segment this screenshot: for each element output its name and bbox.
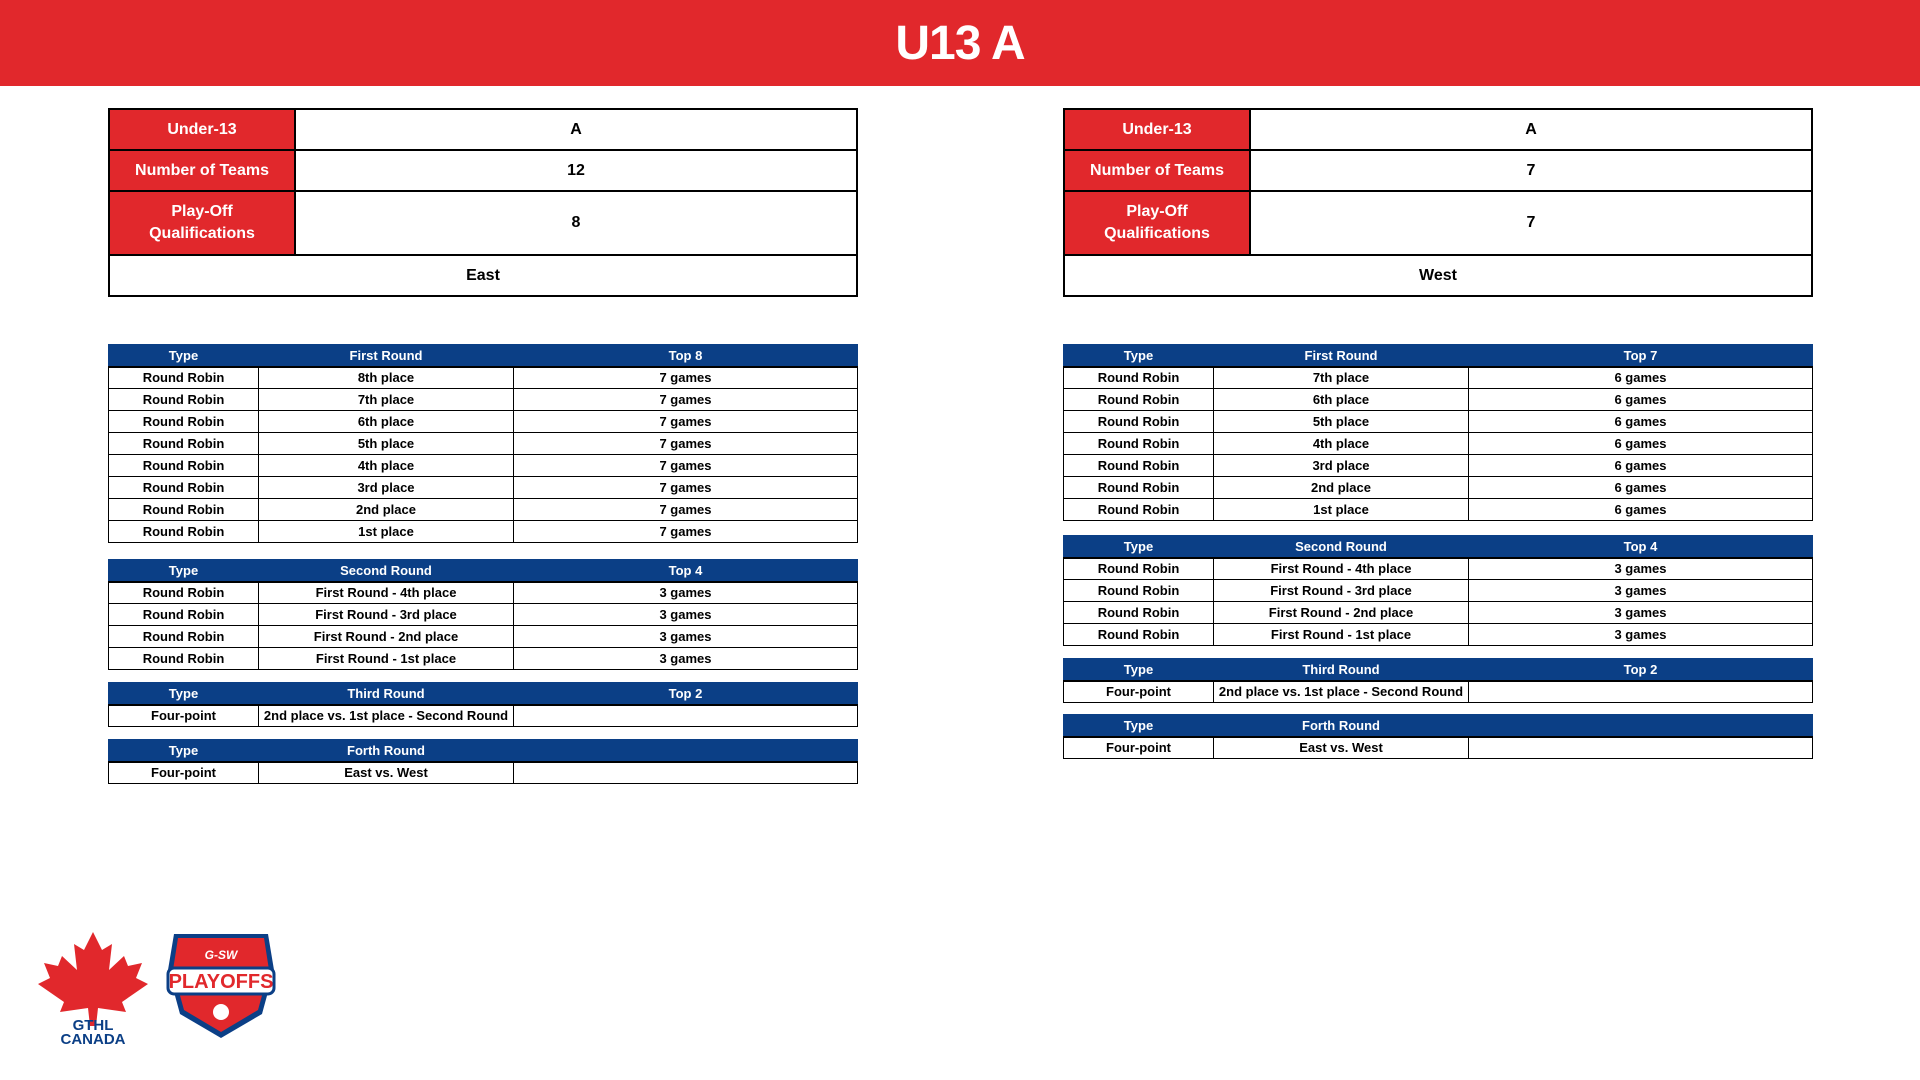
table-header-row	[1064, 536, 1813, 558]
table-cell: East vs. West	[259, 762, 514, 784]
table-cell: 3 games	[1469, 602, 1813, 624]
division-label: Under-13	[1064, 109, 1250, 150]
table-header-row	[1064, 659, 1813, 681]
table-cell: 6th place	[1214, 389, 1469, 411]
table-cell: 2nd place	[259, 499, 514, 521]
west-panel	[1063, 108, 1813, 297]
column-header: Third Round	[1214, 659, 1469, 681]
table-row	[109, 477, 858, 499]
column-header: Second Round	[1214, 536, 1469, 558]
playoff-label-line1: Play-Off	[171, 203, 233, 220]
table-row	[1064, 455, 1813, 477]
table-row	[109, 626, 858, 648]
table-cell: 7 games	[514, 389, 858, 411]
schedule-table-block	[108, 559, 858, 670]
schedule-table-block	[108, 344, 858, 543]
page-banner	[0, 0, 1920, 86]
playoff-label	[109, 191, 295, 255]
column-header: First Round	[1214, 345, 1469, 367]
logo-area	[36, 930, 306, 1050]
conference-label: West	[1064, 255, 1812, 296]
table-cell: 4th place	[259, 455, 514, 477]
table-cell: 3rd place	[259, 477, 514, 499]
table-cell	[1469, 681, 1813, 703]
table-cell: Round Robin	[1064, 455, 1214, 477]
table-cell: First Round - 4th place	[1214, 558, 1469, 580]
table-cell: 6 games	[1469, 477, 1813, 499]
table-cell: First Round - 1st place	[1214, 624, 1469, 646]
table-header-row	[109, 345, 858, 367]
table-cell: Round Robin	[109, 389, 259, 411]
table-row	[109, 411, 858, 433]
table-cell: First Round - 1st place	[259, 648, 514, 670]
table-cell: 6 games	[1469, 389, 1813, 411]
table-cell: Round Robin	[1064, 433, 1214, 455]
table-cell: 2nd place vs. 1st place - Second Round	[1214, 681, 1469, 703]
teams-label: Number of Teams	[109, 150, 295, 191]
table-row	[109, 433, 858, 455]
playoffs-logo-small-text: G-SW	[204, 948, 238, 962]
table-cell: 3 games	[1469, 624, 1813, 646]
table-row	[109, 455, 858, 477]
schedule-table	[108, 739, 858, 784]
table-cell	[514, 762, 858, 784]
table-cell	[514, 705, 858, 727]
table-cell: 7th place	[1214, 367, 1469, 389]
table-cell: Round Robin	[109, 499, 259, 521]
teams-value: 7	[1250, 150, 1812, 191]
table-cell: Round Robin	[1064, 602, 1214, 624]
playoffs-shield-icon	[168, 934, 274, 1038]
table-cell: Four-point	[1064, 681, 1214, 703]
east-info-table	[108, 108, 858, 297]
division-value: A	[1250, 109, 1812, 150]
table-header-row	[1064, 715, 1813, 737]
table-cell: 3 games	[514, 648, 858, 670]
playoff-label-line2: Qualifications	[149, 225, 255, 242]
table-cell: 6th place	[259, 411, 514, 433]
table-row	[109, 604, 858, 626]
table-cell: First Round - 4th place	[259, 582, 514, 604]
schedule-table	[108, 559, 858, 670]
table-cell: 1st place	[1214, 499, 1469, 521]
table-cell: 6 games	[1469, 411, 1813, 433]
table-cell: First Round - 3rd place	[259, 604, 514, 626]
table-cell: 6 games	[1469, 499, 1813, 521]
table-cell: 2nd place	[1214, 477, 1469, 499]
column-header: Third Round	[259, 683, 514, 705]
table-cell: 1st place	[259, 521, 514, 543]
column-header: Type	[109, 740, 259, 762]
table-row	[1064, 367, 1813, 389]
column-header: Second Round	[259, 560, 514, 582]
table-cell: Round Robin	[1064, 389, 1214, 411]
table-cell: 3 games	[514, 626, 858, 648]
playoff-label-line2: Qualifications	[1104, 225, 1210, 242]
table-cell: Round Robin	[1064, 411, 1214, 433]
table-row	[1064, 681, 1813, 703]
table-cell	[1469, 737, 1813, 759]
west-info-table	[1063, 108, 1813, 297]
table-cell: Round Robin	[109, 521, 259, 543]
table-cell: 7 games	[514, 455, 858, 477]
column-header: Forth Round	[259, 740, 514, 762]
schedule-table	[1063, 344, 1813, 521]
column-header: Top 7	[1469, 345, 1813, 367]
table-cell: Round Robin	[109, 477, 259, 499]
playoff-label	[1064, 191, 1250, 255]
table-cell: Round Robin	[109, 433, 259, 455]
table-cell: Round Robin	[109, 626, 259, 648]
table-cell: Round Robin	[109, 367, 259, 389]
schedule-table	[1063, 714, 1813, 759]
table-cell: Four-point	[109, 762, 259, 784]
table-cell: 6 games	[1469, 455, 1813, 477]
table-row	[1064, 411, 1813, 433]
column-header: Top 8	[514, 345, 858, 367]
table-cell: 3 games	[514, 604, 858, 626]
table-cell: 5th place	[1214, 411, 1469, 433]
table-row	[1064, 477, 1813, 499]
playoff-label-line1: Play-Off	[1126, 203, 1188, 220]
table-cell: Round Robin	[1064, 580, 1214, 602]
schedule-table-block	[108, 682, 858, 727]
playoffs-logo-text: PLAYOFFS	[168, 971, 274, 993]
table-row	[1064, 499, 1813, 521]
table-row	[109, 521, 858, 543]
table-cell: 3rd place	[1214, 455, 1469, 477]
table-cell: 6 games	[1469, 433, 1813, 455]
table-cell: 7 games	[514, 477, 858, 499]
table-cell: 3 games	[514, 582, 858, 604]
division-value: A	[295, 109, 857, 150]
page-title: U13 A	[895, 16, 1025, 70]
gthl-logo-text-1: GTHL	[72, 1017, 114, 1034]
table-row	[1064, 580, 1813, 602]
table-cell: 7 games	[514, 411, 858, 433]
table-cell: Round Robin	[109, 582, 259, 604]
table-cell: Round Robin	[1064, 477, 1214, 499]
table-row	[109, 499, 858, 521]
division-label: Under-13	[109, 109, 295, 150]
table-cell: Four-point	[109, 705, 259, 727]
table-cell: Four-point	[1064, 737, 1214, 759]
table-cell: Round Robin	[109, 455, 259, 477]
column-header	[1469, 715, 1813, 737]
column-header: Top 4	[514, 560, 858, 582]
table-cell: 8th place	[259, 367, 514, 389]
table-cell: 2nd place vs. 1st place - Second Round	[259, 705, 514, 727]
table-cell: East vs. West	[1214, 737, 1469, 759]
table-row	[109, 648, 858, 670]
schedule-table	[1063, 535, 1813, 646]
table-row	[1064, 433, 1813, 455]
table-cell: 3 games	[1469, 558, 1813, 580]
table-row	[109, 705, 858, 727]
table-header-row	[109, 560, 858, 582]
column-header: Top 2	[514, 683, 858, 705]
table-cell: Round Robin	[109, 648, 259, 670]
table-cell: 7 games	[514, 521, 858, 543]
table-row	[1064, 737, 1813, 759]
table-cell: Round Robin	[1064, 499, 1214, 521]
column-header: Type	[1064, 659, 1214, 681]
table-row	[109, 389, 858, 411]
table-cell: Round Robin	[109, 604, 259, 626]
table-cell: Round Robin	[1064, 367, 1214, 389]
table-cell: Round Robin	[109, 411, 259, 433]
table-cell: 4th place	[1214, 433, 1469, 455]
table-header-row	[109, 740, 858, 762]
table-cell: 7 games	[514, 499, 858, 521]
playoff-value: 8	[295, 191, 857, 255]
table-cell: 7th place	[259, 389, 514, 411]
logos-svg	[36, 930, 306, 1050]
column-header: First Round	[259, 345, 514, 367]
column-header: Type	[1064, 715, 1214, 737]
table-cell: First Round - 2nd place	[1214, 602, 1469, 624]
table-row	[109, 367, 858, 389]
table-row	[1064, 558, 1813, 580]
table-cell: 7 games	[514, 433, 858, 455]
column-header: Type	[109, 683, 259, 705]
table-header-row	[1064, 345, 1813, 367]
column-header: Type	[1064, 536, 1214, 558]
schedule-table-block	[1063, 714, 1813, 759]
column-header: Top 2	[1469, 659, 1813, 681]
schedule-table	[108, 682, 858, 727]
column-header: Type	[109, 345, 259, 367]
table-cell: 3 games	[1469, 580, 1813, 602]
teams-value: 12	[295, 150, 857, 191]
table-row	[1064, 624, 1813, 646]
schedule-table-block	[1063, 658, 1813, 703]
table-cell: 6 games	[1469, 367, 1813, 389]
table-cell: Round Robin	[1064, 624, 1214, 646]
column-header: Type	[1064, 345, 1214, 367]
table-cell: 5th place	[259, 433, 514, 455]
table-cell: Round Robin	[1064, 558, 1214, 580]
teams-label: Number of Teams	[1064, 150, 1250, 191]
column-header: Forth Round	[1214, 715, 1469, 737]
table-header-row	[109, 683, 858, 705]
schedule-table-block	[108, 739, 858, 784]
east-panel	[108, 108, 858, 297]
maple-leaf-icon	[38, 932, 148, 1026]
table-row	[109, 582, 858, 604]
gthl-logo-text-2: CANADA	[60, 1031, 126, 1048]
column-header: Top 4	[1469, 536, 1813, 558]
table-cell: First Round - 2nd place	[259, 626, 514, 648]
playoff-value: 7	[1250, 191, 1812, 255]
conference-label: East	[109, 255, 857, 296]
schedule-table	[108, 344, 858, 543]
table-cell: First Round - 3rd place	[1214, 580, 1469, 602]
column-header: Type	[109, 560, 259, 582]
schedule-table	[1063, 658, 1813, 703]
column-header	[514, 740, 858, 762]
schedule-table-block	[1063, 535, 1813, 646]
table-row	[1064, 389, 1813, 411]
schedule-table-block	[1063, 344, 1813, 521]
table-cell: 7 games	[514, 367, 858, 389]
table-row	[1064, 602, 1813, 624]
table-row	[109, 762, 858, 784]
